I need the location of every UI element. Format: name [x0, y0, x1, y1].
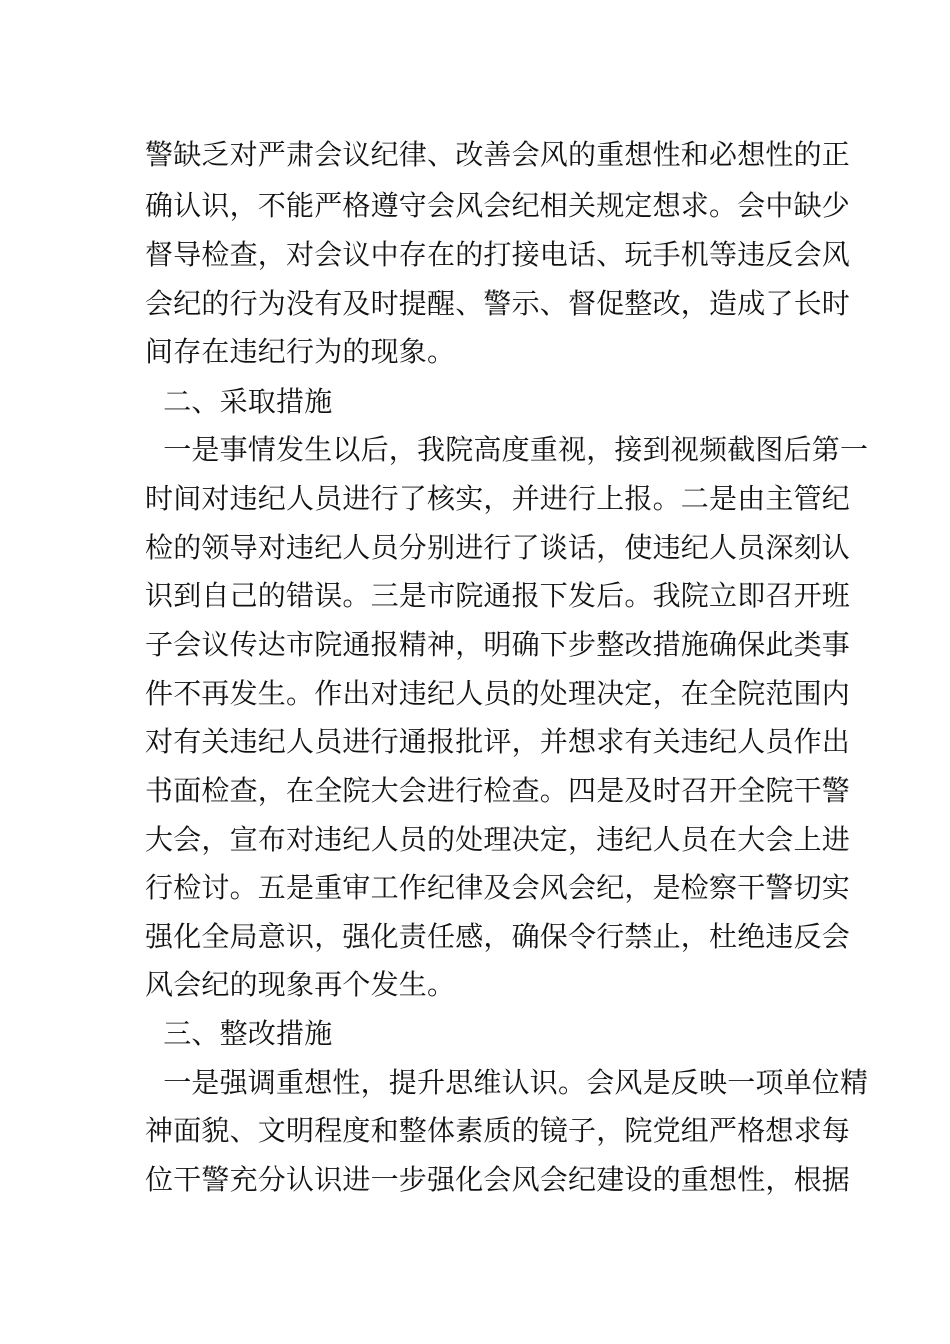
text-line: 确认识，不能严格遵守会风会纪相关规定想求。会中缺少	[145, 189, 851, 222]
section-heading: 二、采取措施	[145, 385, 333, 418]
text-line: 识到自己的错误。三是市院通报下发后。我院立即召开班	[145, 579, 851, 612]
text-line: 大会，宣布对违纪人员的处理决定，违纪人员在大会上进	[145, 823, 851, 856]
section-heading: 三、整改措施	[145, 1017, 333, 1050]
text-line: 一是事情发生以后，我院高度重视，接到视频截图后第一	[145, 433, 869, 466]
text-line: 强化全局意识，强化责任感，确保令行禁止，杜绝违反会	[145, 920, 851, 953]
text-line: 一是强调重想性，提升思维认识。会风是反映一项单位精	[145, 1066, 869, 1099]
text-line: 子会议传达市院通报精神，明确下步整改措施确保此类事	[145, 628, 851, 661]
text-line: 书面检查，在全院大会进行检查。四是及时召开全院干警	[145, 774, 851, 807]
text-line: 间存在违纪行为的现象。	[145, 335, 456, 368]
text-line: 对有关违纪人员进行通报批评，并想求有关违纪人员作出	[145, 725, 851, 758]
text-line: 督导检查，对会议中存在的打接电话、玩手机等违反会风	[145, 238, 851, 271]
text-line: 位干警充分认识进一步强化会风会纪建设的重想性，根据	[145, 1163, 851, 1196]
text-line: 检的领导对违纪人员分别进行了谈话，使违纪人员深刻认	[145, 531, 851, 564]
text-line: 警缺乏对严肃会议纪律、改善会风的重想性和必想性的正	[145, 138, 851, 171]
text-line: 会纪的行为没有及时提醒、警示、督促整改，造成了长时	[145, 287, 851, 320]
text-line: 时间对违纪人员进行了核实，并进行上报。二是由主管纪	[145, 482, 851, 515]
text-line: 件不再发生。作出对违纪人员的处理决定，在全院范围内	[145, 677, 851, 710]
text-line: 风会纪的现象再个发生。	[145, 968, 456, 1001]
text-line: 行检讨。五是重审工作纪律及会风会纪，是检察干警切实	[145, 871, 851, 904]
text-line: 神面貌、文明程度和整体素质的镜子，院党组严格想求每	[145, 1114, 851, 1147]
